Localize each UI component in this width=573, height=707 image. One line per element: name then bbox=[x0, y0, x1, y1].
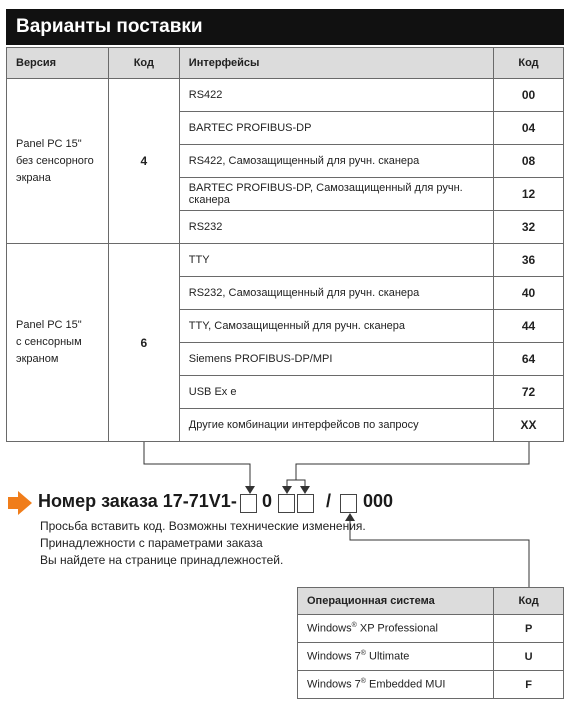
order-number-prefix: Номер заказа 17-71V1- bbox=[38, 491, 237, 511]
interface-code: 32 bbox=[494, 211, 564, 244]
header-os: Операционная система bbox=[298, 588, 494, 615]
order-note-2: Принадлежности с параметрами заказа bbox=[40, 536, 263, 550]
interface-code: 12 bbox=[494, 178, 564, 211]
interface-arrowhead-2 bbox=[300, 486, 310, 494]
version-line: без сенсорного bbox=[16, 154, 94, 167]
os-name-reg: ® bbox=[360, 650, 366, 658]
version-connector-arrowhead bbox=[245, 486, 255, 494]
header-interfaces: Интерфейсы bbox=[179, 48, 493, 79]
interface-code: 04 bbox=[494, 112, 564, 145]
page-title: Варианты поставки bbox=[6, 9, 564, 45]
os-name-main: Windows 7 bbox=[307, 678, 361, 691]
interface-name: USB Ex e bbox=[179, 376, 493, 409]
os-name-reg: ® bbox=[360, 678, 366, 686]
header-code-2: Код bbox=[494, 48, 564, 79]
order-number-label bbox=[38, 491, 237, 512]
interface-name: BARTEC PROFIBUS-DP, Самозащищенный для ручн. сканера bbox=[179, 178, 493, 211]
interface-name: Другие комбинации интерфейсов по запросу bbox=[179, 409, 493, 442]
version-line: с сенсорным bbox=[16, 336, 82, 348]
header-version: Версия bbox=[7, 48, 109, 79]
interface-name: RS232, Самозащищенный для ручн. сканера bbox=[179, 277, 493, 310]
os-code: F bbox=[494, 671, 564, 699]
os-name-main: Windows 7 bbox=[307, 650, 361, 663]
os-code: U bbox=[494, 643, 564, 671]
os-name bbox=[298, 643, 494, 671]
version-line: Panel PC 15" bbox=[16, 137, 82, 150]
interface-name: RS232 bbox=[179, 211, 493, 244]
os-table bbox=[297, 587, 564, 699]
version-code-2: 6 bbox=[108, 244, 179, 442]
table-row bbox=[298, 643, 564, 671]
os-name-edition: Ultimate bbox=[365, 650, 410, 663]
interface-arrowhead-1 bbox=[282, 486, 292, 494]
order-arrow-icon bbox=[8, 491, 32, 515]
interface-code: 64 bbox=[494, 343, 564, 376]
version-line: Panel PC 15" bbox=[16, 319, 82, 331]
interface-name: RS422 bbox=[179, 79, 493, 112]
os-code-box bbox=[340, 494, 357, 513]
order-note-1: Просьба вставить код. Возможны технические изменения. bbox=[40, 519, 366, 533]
os-name bbox=[298, 671, 494, 699]
os-name-main: Windows bbox=[307, 622, 352, 635]
interface-code-box-1 bbox=[278, 494, 295, 513]
interface-code: 36 bbox=[494, 244, 564, 277]
order-note-3: Вы найдете на странице принадлежностей. bbox=[40, 553, 284, 567]
interface-code: 40 bbox=[494, 277, 564, 310]
header-os-code: Код bbox=[494, 588, 564, 615]
version-code-box bbox=[240, 494, 257, 513]
interface-connector-line bbox=[296, 442, 529, 480]
os-name-edition: XP Professional bbox=[356, 622, 438, 635]
table-row bbox=[298, 671, 564, 699]
version-line: экраном bbox=[16, 353, 59, 365]
order-zero: 0 bbox=[262, 491, 273, 511]
version-code-1: 4 bbox=[108, 79, 179, 244]
interface-name: BARTEC PROFIBUS-DP bbox=[179, 112, 493, 145]
header-code: Код bbox=[108, 48, 179, 79]
version-line: экрана bbox=[16, 171, 51, 184]
interface-code: XX bbox=[494, 409, 564, 442]
interface-code: 72 bbox=[494, 376, 564, 409]
order-suffix: 000 bbox=[363, 491, 394, 511]
interface-code-box-2 bbox=[297, 494, 314, 513]
os-code: P bbox=[494, 615, 564, 643]
os-name bbox=[298, 615, 494, 643]
version-connector-line bbox=[144, 442, 250, 488]
table-row bbox=[298, 615, 564, 643]
interface-code: 00 bbox=[494, 79, 564, 112]
interface-code: 08 bbox=[494, 145, 564, 178]
os-name-edition: Embedded MUI bbox=[365, 678, 446, 691]
order-slash: / bbox=[326, 491, 332, 511]
interface-name: RS422, Самозащищенный для ручн. сканера bbox=[179, 145, 493, 178]
interface-code: 44 bbox=[494, 310, 564, 343]
interface-name: TTY, Самозащищенный для ручн. сканера bbox=[179, 310, 493, 343]
os-name-reg: ® bbox=[351, 622, 357, 630]
table-header-row bbox=[298, 588, 564, 615]
interface-name: TTY bbox=[179, 244, 493, 277]
interface-name: Siemens PROFIBUS-DP/MPI bbox=[179, 343, 493, 376]
os-connector-line bbox=[350, 518, 529, 587]
